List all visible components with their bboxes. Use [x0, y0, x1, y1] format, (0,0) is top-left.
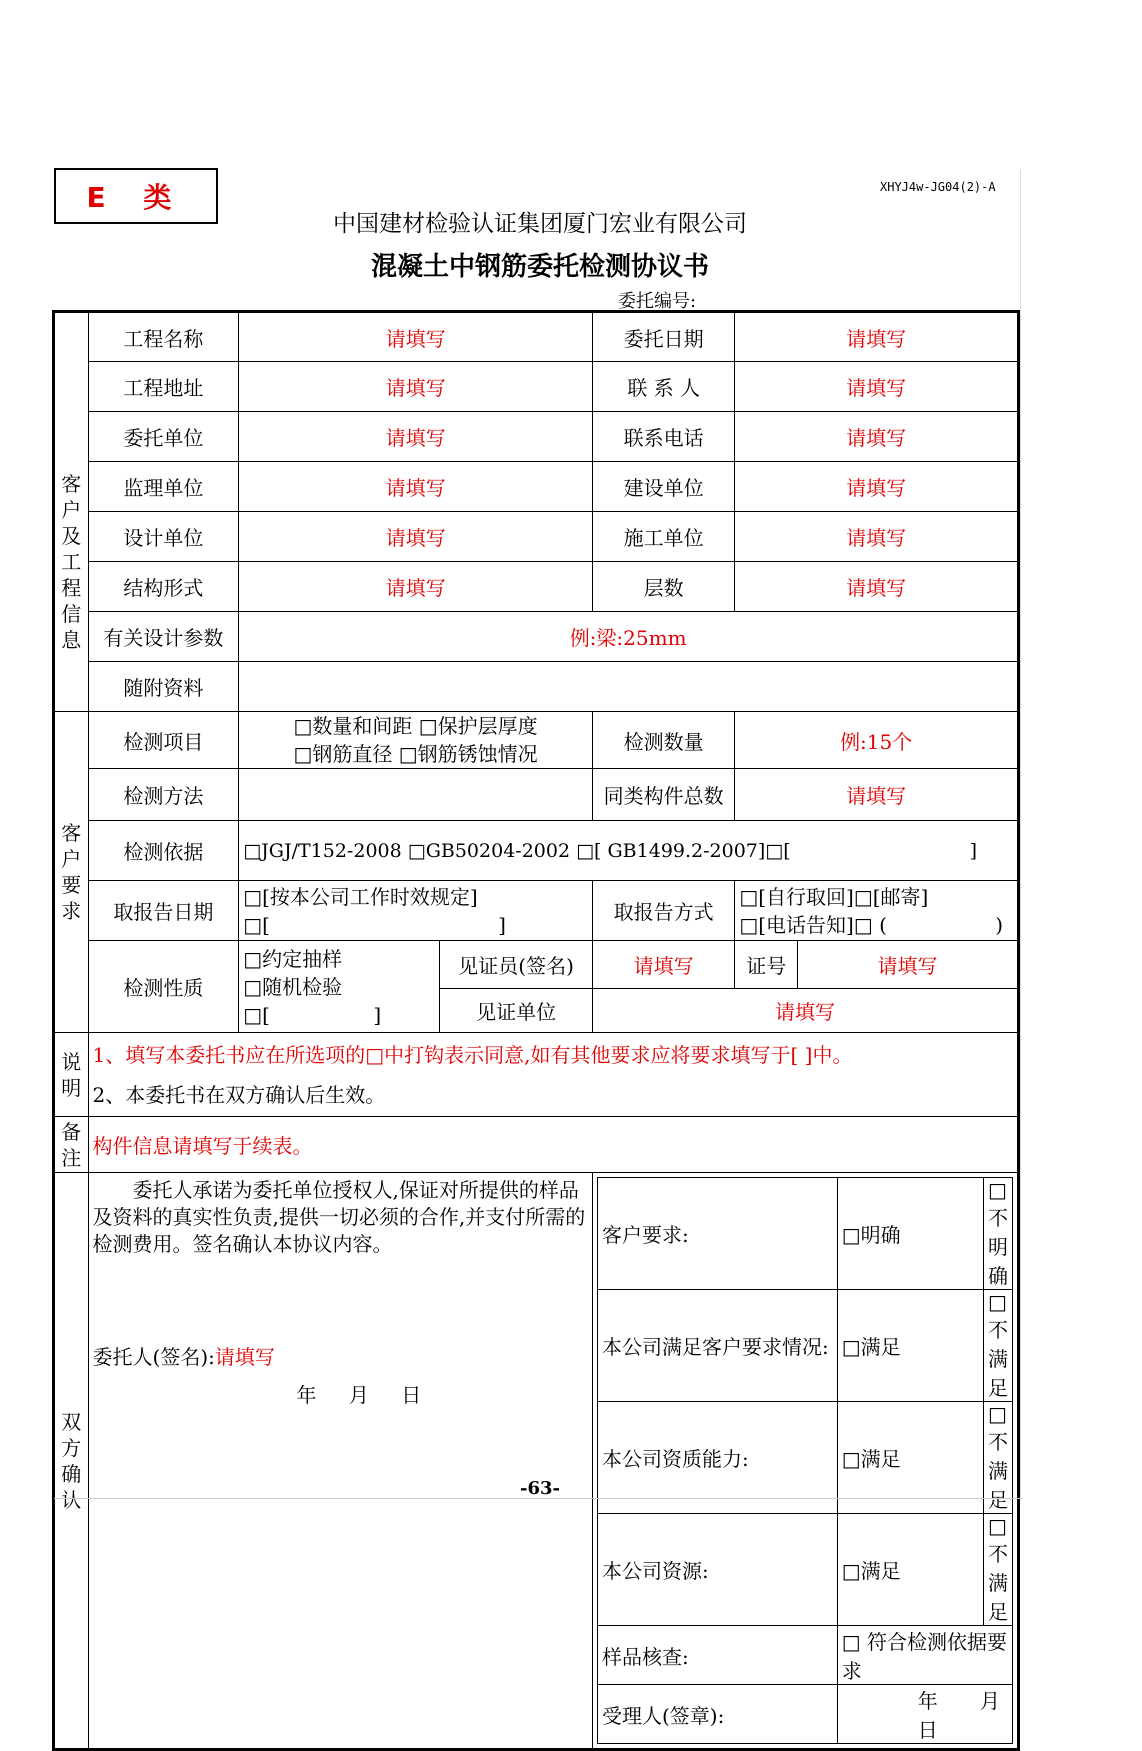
input-phone[interactable]: 请填写: [735, 412, 1019, 462]
input-contact[interactable]: 请填写: [735, 362, 1019, 412]
footer-divider: [54, 1498, 1022, 1499]
check-sample-ok[interactable]: □ 符合检测依据要求: [837, 1626, 1012, 1685]
section-remarks: 备 注: [54, 1117, 89, 1173]
input-design-params[interactable]: 例:梁:25mm: [239, 612, 1019, 662]
label-report-way: 取报告方式: [592, 881, 734, 941]
input-client-signer[interactable]: 请填写: [214, 1345, 275, 1369]
section-notes: 说 明: [54, 1033, 89, 1117]
check-label-resources: 本公司资源:: [597, 1514, 837, 1626]
label-total-members: 同类构件总数: [592, 769, 734, 821]
label-designer: 设计单位: [88, 512, 239, 562]
label-structure: 结构形式: [88, 562, 239, 612]
client-promise: 委托人承诺为委托单位授权人,保证对所提供的样品及资料的真实性负责,提供一切必须的合作,并支付所需的检测费用。签名确认本协议内容。: [92, 1178, 586, 1256]
agreement-form: [52, 310, 1020, 1751]
label-test-qty: 检测数量: [592, 712, 734, 769]
client-signer-row: 委托人(签名):请填写: [92, 1345, 275, 1369]
label-phone: 联系电话: [592, 412, 734, 462]
input-test-method[interactable]: [239, 769, 593, 821]
input-cert-no[interactable]: 请填写: [798, 941, 1019, 989]
page-edge: [1020, 170, 1021, 1498]
label-floors: 层数: [592, 562, 734, 612]
input-entrust-date[interactable]: 请填写: [735, 312, 1019, 362]
remarks-content: 构件信息请填写于续表。: [88, 1117, 1018, 1173]
label-test-items: 检测项目: [88, 712, 239, 769]
class-label-box: E 类: [54, 168, 218, 224]
label-witness-unit: 见证单位: [440, 989, 593, 1033]
label-report-date: 取报告日期: [88, 881, 239, 941]
input-supervisor[interactable]: 请填写: [239, 462, 593, 512]
check-label-meet-req: 本公司满足客户要求情况:: [597, 1290, 837, 1402]
report-way-options[interactable]: □[自行取回]□[邮寄] □[电话告知]□ ( ): [735, 881, 1019, 941]
check-label-qualification: 本公司资质能力:: [597, 1402, 837, 1514]
check-resources-no[interactable]: □不满足: [984, 1514, 1013, 1626]
check-resources-yes[interactable]: □满足: [837, 1514, 983, 1626]
section-customer-req: 客 户 要 求: [54, 712, 89, 1033]
label-test-basis: 检测依据: [88, 821, 239, 881]
note-line-2: 2、本委托书在双方确认后生效。: [92, 1082, 386, 1107]
input-project-address[interactable]: 请填写: [239, 362, 593, 412]
input-builder[interactable]: 请填写: [735, 462, 1019, 512]
label-test-method: 检测方法: [88, 769, 239, 821]
company-checklist: [597, 1177, 1013, 1744]
label-entrust-date: 委托日期: [592, 312, 734, 362]
check-unclear[interactable]: □不明确: [984, 1178, 1013, 1290]
label-supervisor: 监理单位: [88, 462, 239, 512]
client-date: 年 月 日: [296, 1383, 422, 1407]
input-structure[interactable]: 请填写: [239, 562, 593, 612]
client-confirm-block: [88, 1173, 592, 1750]
input-witness[interactable]: 请填写: [592, 941, 734, 989]
label-contact: 联 系 人: [592, 362, 734, 412]
page-number: -63-: [520, 1478, 560, 1499]
check-qualification-no[interactable]: □不满足: [984, 1402, 1013, 1514]
company-confirm-block: [592, 1173, 1018, 1750]
input-client-unit[interactable]: 请填写: [239, 412, 593, 462]
label-witness: 见证员(签名): [440, 941, 593, 989]
label-design-params: 有关设计参数: [88, 612, 239, 662]
check-label-customer-req: 客户要求:: [597, 1178, 837, 1290]
test-nature-options[interactable]: □约定抽样 □随机检验 □[ ]: [239, 941, 440, 1033]
check-meet-req-no[interactable]: □不满足: [984, 1290, 1013, 1402]
label-contractor: 施工单位: [592, 512, 734, 562]
check-meet-req-yes[interactable]: □满足: [837, 1290, 983, 1402]
label-attachments: 随附资料: [88, 662, 239, 712]
document-number: XHYJ4w-JG04(2)-A: [880, 180, 996, 194]
input-floors[interactable]: 请填写: [735, 562, 1019, 612]
input-witness-unit[interactable]: 请填写: [592, 989, 1018, 1033]
receiver-date: 年 月 日: [837, 1685, 1012, 1744]
note-line-1: 1、填写本委托书应在所选项的□中打钩表示同意,如有其他要求应将要求填写于[ ]中。: [92, 1042, 853, 1067]
check-label-sample: 样品核查:: [597, 1626, 837, 1685]
label-client-unit: 委托单位: [88, 412, 239, 462]
input-attachments[interactable]: [239, 662, 1019, 712]
check-clear[interactable]: □明确: [837, 1178, 983, 1290]
label-builder: 建设单位: [592, 462, 734, 512]
input-project-name[interactable]: 请填写: [239, 312, 593, 362]
section-confirm: 双 方 确 认: [54, 1173, 89, 1750]
notes-content: [88, 1033, 1018, 1117]
section-customer-info: 客 户 及 工 程 信 息: [54, 312, 89, 712]
report-date-options[interactable]: □[按本公司工作时效规定] □[ ]: [239, 881, 593, 941]
label-project-address: 工程地址: [88, 362, 239, 412]
input-test-qty[interactable]: 例:15个: [735, 712, 1019, 769]
page-title: 混凝土中钢筋委托检测协议书: [370, 252, 709, 282]
entrust-number-label: 委托编号:: [618, 291, 697, 312]
label-cert-no: 证号: [735, 941, 798, 989]
receiver-label: 受理人(签章):: [597, 1685, 837, 1744]
input-designer[interactable]: 请填写: [239, 512, 593, 562]
input-total-members[interactable]: 请填写: [735, 769, 1019, 821]
label-project-name: 工程名称: [88, 312, 239, 362]
label-test-nature: 检测性质: [88, 941, 239, 1033]
check-qualification-yes[interactable]: □满足: [837, 1402, 983, 1514]
input-contractor[interactable]: 请填写: [735, 512, 1019, 562]
test-basis-options[interactable]: □JGJ/T152-2008 □GB50204-2002 □[ GB1499.2-2007]□[ ]: [239, 821, 1019, 881]
test-items-options[interactable]: □数量和间距 □保护层厚度 □钢筋直径 □钢筋锈蚀情况: [239, 712, 593, 769]
company-name: 中国建材检验认证集团厦门宏业有限公司: [333, 211, 747, 237]
